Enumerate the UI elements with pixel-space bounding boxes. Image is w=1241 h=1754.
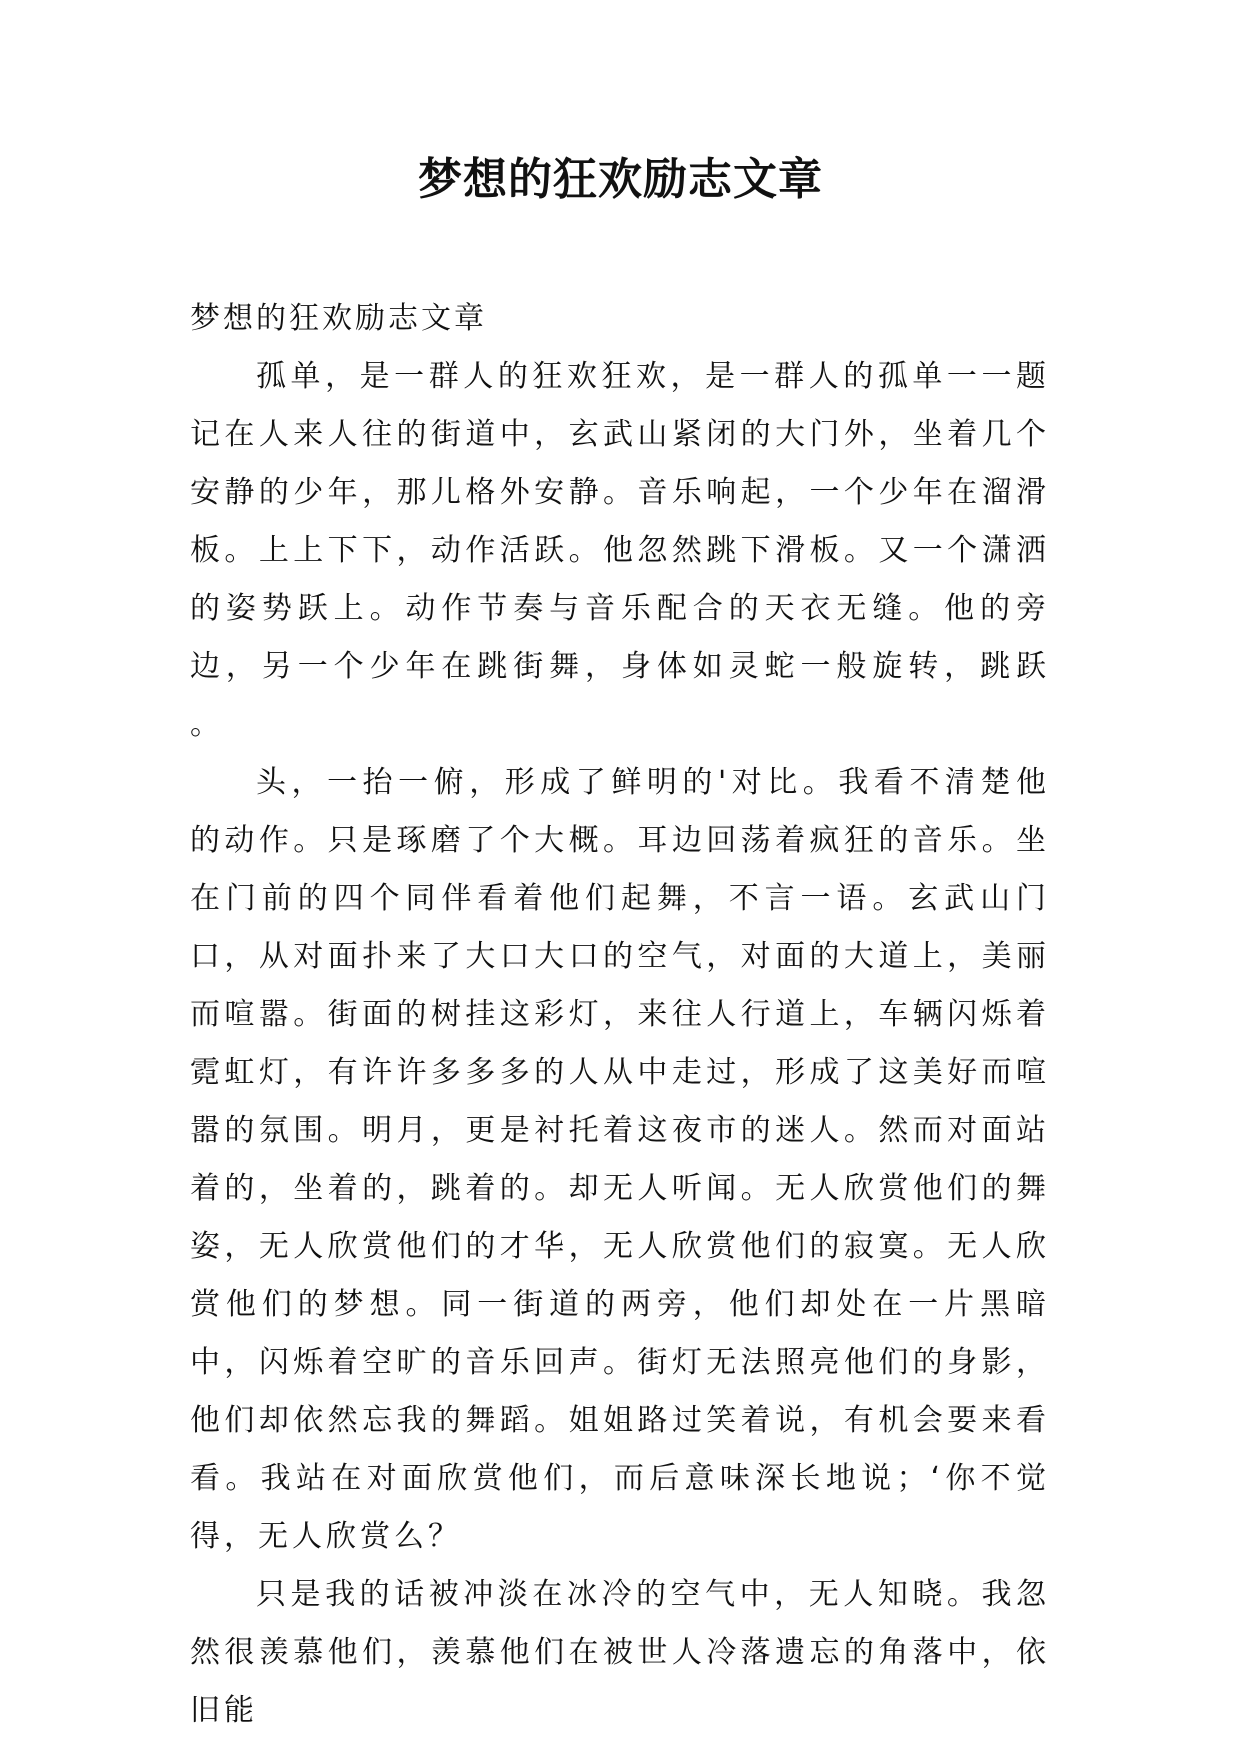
paragraph-2: 头，一抬一俯，形成了鲜明的'对比。我看不清楚他的动作。只是琢磨了个大概。耳边回荡着疯狂的音乐。坐在门前的四个同伴看着他们起舞，不言一语。玄武山门口，从对面扑来了大口大口的空气，对面的大道上，美丽而喧嚣。街面的树挂这彩灯，来往人行道上，车辆闪烁着霓虹灯，有许许多多多的人从中走过，形成了这美好而喧嚣的氛围。明月，更是衬托着这夜市的迷人。然而对面站着的，坐着的，跳着的。却无人听闻。无人欣赏他们的舞姿，无人欣赏他们的才华，无人欣赏他们的寂寞。无人欣赏他们的梦想。同一街道的两旁，他们却处在一片黑暗中，闪烁着空旷的音乐回声。街灯无法照亮他们的身影，他们却依然忘我的舞蹈。姐姐路过笑着说，有机会要来看看。我站在对面欣赏他们，而后意味深长地说；‘你不觉得，无人欣赏么？: [190, 765, 1050, 1554]
paragraph-3: 只是我的话被冲淡在冰冷的空气中，无人知晓。我忽然很羡慕他们，羡慕他们在被世人冷落遗忘的角落中，依旧能: [190, 1577, 1050, 1728]
document-subtitle: 梦想的狂欢励志文章: [190, 301, 487, 336]
document-title: 梦想的狂欢励志文章: [418, 154, 823, 205]
paragraph-1: 孤单，是一群人的狂欢狂欢，是一群人的孤单一一题记在人来人往的街道中，玄武山紧闭的大门外，坐着几个安静的少年，那儿格外安静。音乐响起，一个少年在溜滑板。上上下下，动作活跃。他忽然跳下滑板。又一个潇洒的姿势跃上。动作节奏与音乐配合的天衣无缝。他的旁边，另一个少年在跳街舞，身体如灵蛇一般旋转，跳跃 。: [190, 359, 1050, 742]
document-body: [190, 290, 1050, 1740]
